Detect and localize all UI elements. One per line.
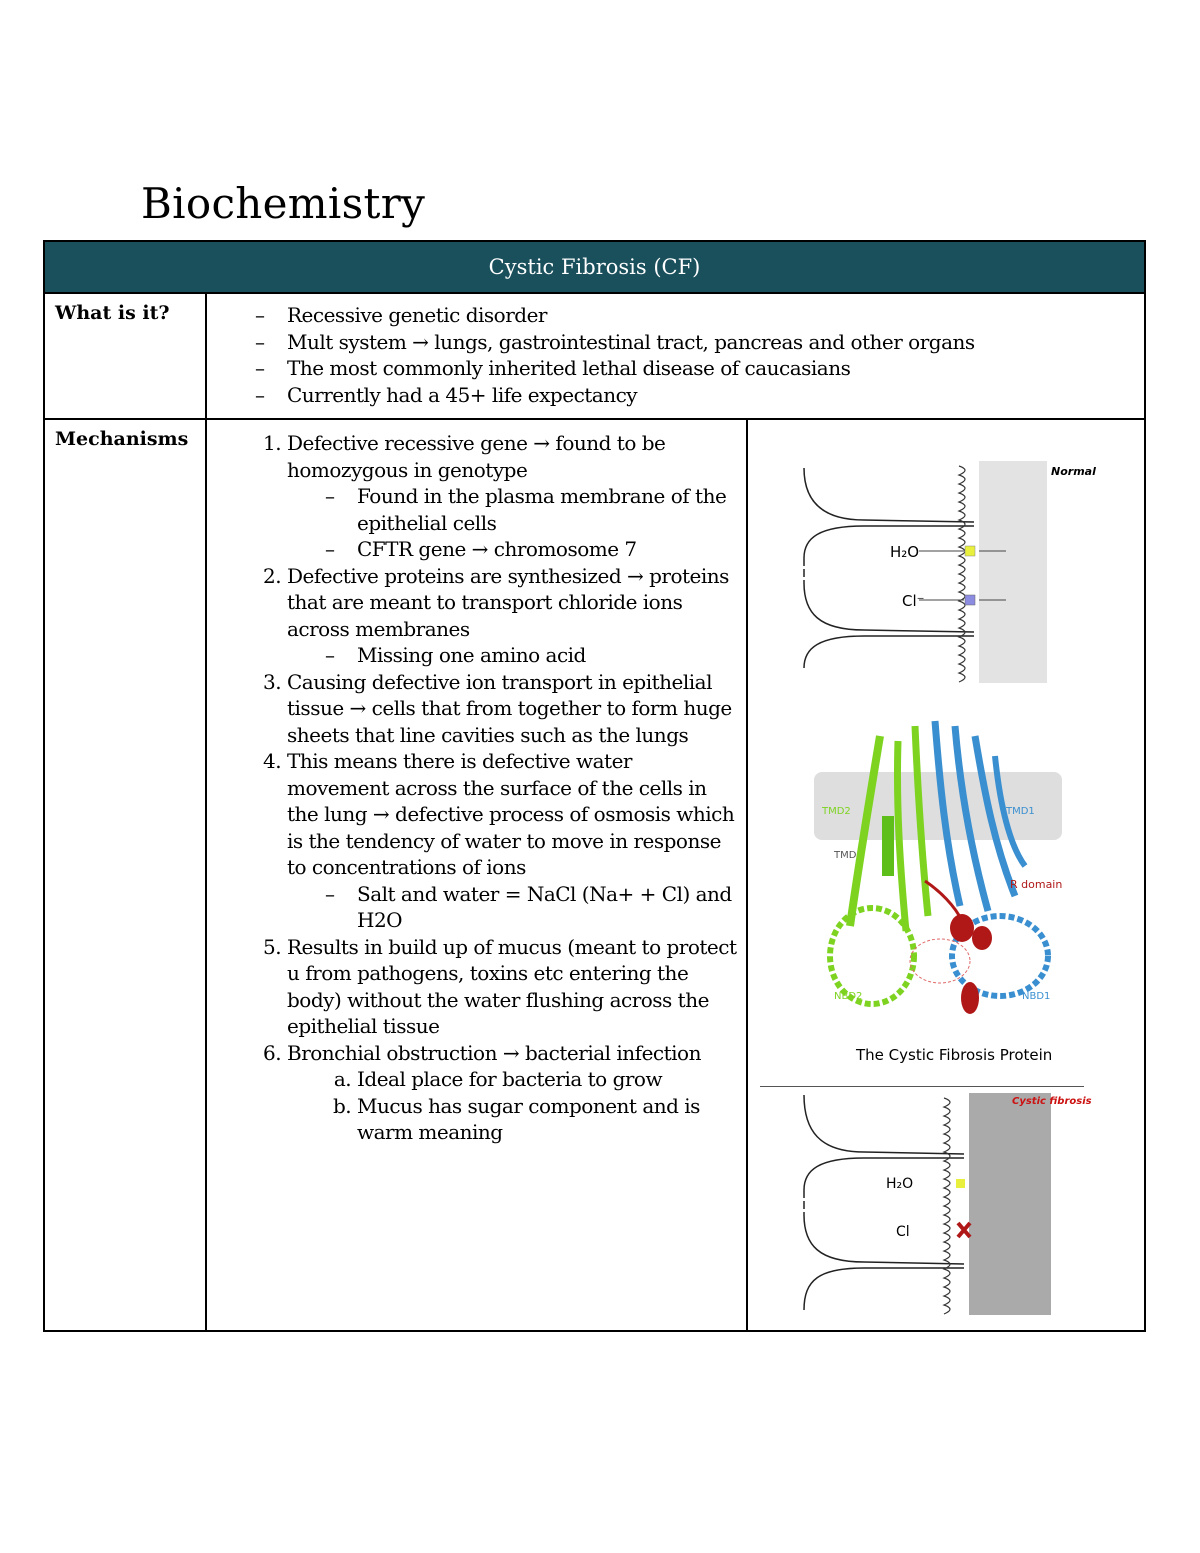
cf-cell-diagram [774, 1090, 1104, 1320]
tmd-label: TMD [834, 850, 857, 861]
normal-cell-diagram [774, 458, 1104, 688]
sub-item: a. Ideal place for bacteria to grow [357, 1066, 738, 1093]
list-item [287, 748, 738, 934]
what-cell [206, 293, 1145, 419]
row-label-what: What is it? [44, 293, 206, 419]
what-list [207, 302, 1144, 418]
cf-h2o-label: H₂O [886, 1176, 914, 1192]
normal-title: Normal [1051, 465, 1096, 478]
tmd2-label: TMD2 [822, 806, 851, 817]
item-text: Defective recessive gene → found to be homozygous in genotype [287, 431, 666, 482]
figures-cell [747, 419, 1145, 1331]
sub-item: – Missing one amino acid [325, 642, 738, 669]
item-text: This means there is defective water movement across the surface of the cells in the lung → defective process of osmosis which is the tendency of water to move in response to concentrations of ions [287, 749, 735, 879]
sub-item: b. Mucus has sugar component and is warm meaning [357, 1093, 738, 1146]
figure-divider [760, 1086, 1084, 1087]
list-item: – The most commonly inherited lethal disease of caucasians [255, 355, 1144, 382]
tmd1-label: TMD1 [1006, 806, 1035, 817]
r-domain-label: R domain [1010, 878, 1063, 891]
list-item [287, 934, 738, 1040]
row-label-mechanisms: Mechanisms [44, 419, 206, 1331]
list-item: – Currently had a 45+ life expectancy [255, 382, 1144, 409]
cf-title: Cystic fibrosis [1012, 1096, 1092, 1107]
list-item [287, 430, 738, 563]
nbd1-label: NBD1 [1022, 991, 1051, 1002]
mechanisms-cell [206, 419, 747, 1331]
list-item: – Recessive genetic disorder [255, 302, 1144, 329]
cystic-fibrosis-table [43, 240, 1146, 1332]
list-item [287, 669, 738, 749]
table-header: Cystic Fibrosis (CF) [44, 241, 1145, 293]
list-item [287, 1040, 738, 1146]
sub-item: – CFTR gene → chromosome 7 [325, 536, 738, 563]
nbd2-label: NBD2 [834, 991, 863, 1002]
item-text: Results in build up of mucus (meant to protect u from pathogens, toxins etc entering the body) without the water flushing across the epithelial tissue [287, 934, 737, 1038]
h2o-label: H₂O [890, 543, 920, 561]
protein-caption: The Cystic Fibrosis Protein [856, 1046, 1053, 1064]
cftr-protein-figure [810, 716, 1070, 1036]
item-text: Bronchial obstruction → bacterial infection [287, 1040, 701, 1065]
list-item: – Mult system → lungs, gastrointestinal tract, pancreas and other organs [255, 329, 1144, 356]
sub-item: – Salt and water = NaCl (Na+ + Cl) and H2O [325, 881, 738, 934]
mechanisms-list [207, 430, 746, 1146]
item-text: Causing defective ion transport in epithelial tissue → cells that from together to form huge sheets that line cavities such as the lungs [287, 669, 732, 747]
cf-cl-label: Cl [896, 1224, 910, 1240]
item-text: Defective proteins are synthesized → proteins that are meant to transport chloride ions across membranes [287, 563, 729, 641]
page-title: Biochemistry [141, 179, 426, 228]
sub-item: – Found in the plasma membrane of the epithelial cells [325, 483, 738, 536]
list-item [287, 563, 738, 669]
cl-label: Cl⁻ [902, 592, 925, 610]
